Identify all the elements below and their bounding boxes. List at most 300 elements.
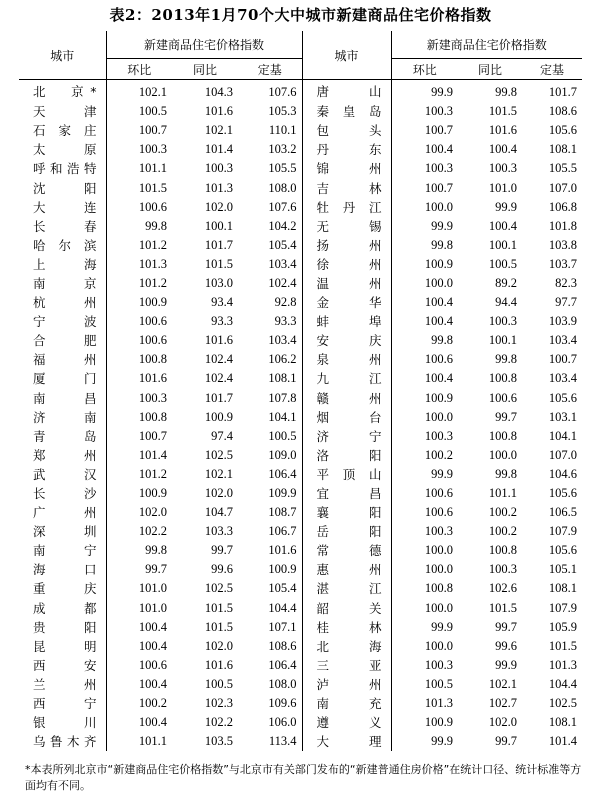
yoy-value-right: 94.4	[495, 295, 518, 310]
city-name-left: 昆明	[33, 638, 97, 654]
yoy-value-left: 102.2	[204, 715, 233, 730]
base-value-right: 101.7	[548, 85, 578, 100]
base-value-right: 108.1	[548, 715, 578, 730]
table-row	[19, 637, 582, 656]
mom-value-right: 100.2	[391, 446, 458, 465]
base-value-left: 108.6	[268, 638, 297, 653]
table-row	[19, 599, 582, 618]
city-name-left: 海口	[33, 562, 97, 578]
yoy-value-left: 101.6	[204, 104, 233, 119]
yoy-value-right: 99.7	[495, 734, 518, 749]
mom-value-right: 100.4	[391, 293, 458, 312]
yoy-value-right: 100.3	[488, 562, 518, 577]
mom-value-right: 100.6	[391, 350, 458, 369]
city-name-right: 吉林	[302, 178, 391, 197]
city-name-left: 呼和浩特	[33, 161, 97, 177]
city-name-right: 宜昌	[302, 484, 391, 503]
header-base-left: 定基	[238, 59, 302, 80]
mom-value-left: 102.2	[106, 522, 172, 541]
city-name-left: 广州	[33, 505, 97, 521]
mom-value-right: 100.0	[391, 541, 458, 560]
yoy-value-right: 102.1	[488, 676, 518, 691]
yoy-value-right: 100.2	[488, 505, 518, 520]
yoy-value-right: 99.8	[495, 352, 518, 367]
city-name-right: 秦皇岛	[302, 102, 391, 121]
mom-value-left: 101.2	[106, 465, 172, 484]
mom-value-right: 100.0	[391, 560, 458, 579]
mom-value-right: 100.6	[391, 484, 458, 503]
yoy-value-left: 103.0	[204, 275, 233, 290]
mom-value-left: 101.3	[106, 255, 172, 274]
yoy-value-left: 101.3	[204, 180, 233, 195]
header-group-right: 新建商品住宅价格指数	[391, 31, 582, 59]
city-name-right: 温州	[302, 274, 391, 293]
yoy-value-left: 103.5	[204, 734, 233, 749]
base-value-left: 113.4	[268, 734, 297, 749]
city-name-left: 成都	[33, 600, 97, 616]
yoy-value-left: 101.5	[204, 256, 233, 271]
mom-value-left: 100.7	[106, 427, 172, 446]
header-mom-right: 环比	[391, 59, 458, 80]
base-value-right: 82.3	[555, 275, 578, 290]
table-row	[19, 140, 582, 159]
base-value-right: 107.0	[548, 447, 578, 462]
base-value-left: 108.7	[268, 505, 297, 520]
base-value-right: 105.5	[548, 161, 578, 176]
base-value-left: 104.4	[268, 600, 297, 615]
city-name-right: 南充	[302, 694, 391, 713]
table-row	[19, 465, 582, 484]
base-value-right: 108.1	[548, 581, 578, 596]
header-group-left: 新建商品住宅价格指数	[106, 31, 302, 59]
city-name-left: 西宁	[33, 696, 97, 712]
table-row	[19, 618, 582, 637]
city-name-left: 长春	[33, 218, 97, 234]
mom-value-left: 100.9	[106, 293, 172, 312]
yoy-value-right: 99.7	[495, 409, 518, 424]
yoy-value-right: 99.7	[495, 619, 518, 634]
mom-value-right: 100.0	[391, 198, 458, 217]
table-row	[19, 503, 582, 522]
yoy-value-left: 101.7	[204, 237, 233, 252]
mom-value-left: 100.6	[106, 656, 172, 675]
table-row	[19, 369, 582, 388]
city-name-left: 乌鲁木齐	[33, 734, 97, 750]
table-row	[19, 312, 582, 331]
base-value-right: 105.9	[548, 619, 578, 634]
mom-value-left: 100.3	[106, 389, 172, 408]
base-value-left: 100.5	[268, 428, 297, 443]
city-name-left: 福州	[33, 352, 97, 368]
mom-value-right: 100.9	[391, 255, 458, 274]
base-value-right: 103.7	[548, 256, 578, 271]
mom-value-right: 99.9	[391, 618, 458, 637]
base-value-right: 100.7	[548, 352, 578, 367]
yoy-value-left: 99.7	[211, 543, 233, 558]
city-name-left: 杭州	[33, 295, 97, 311]
base-value-right: 104.4	[548, 676, 578, 691]
table-row	[19, 236, 582, 255]
base-value-left: 107.8	[268, 390, 297, 405]
city-name-right: 洛阳	[302, 446, 391, 465]
header-yoy-right: 同比	[458, 59, 522, 80]
base-value-left: 108.1	[268, 371, 297, 386]
table-row	[19, 427, 582, 446]
table-title: 表2：2013年1月70个大中城市新建商品住宅价格指数	[109, 6, 492, 24]
city-name-left: 合肥	[33, 333, 97, 349]
base-value-left: 107.6	[268, 85, 297, 100]
base-value-left: 102.4	[268, 275, 297, 290]
table-row	[19, 541, 582, 560]
yoy-value-right: 102.6	[488, 581, 518, 596]
base-value-left: 106.2	[268, 352, 297, 367]
city-name-left: 哈尔滨	[33, 237, 97, 253]
base-value-right: 101.4	[548, 734, 578, 749]
yoy-value-right: 100.4	[488, 142, 518, 157]
mom-value-right: 100.9	[391, 713, 458, 732]
city-name-left: 郑州	[33, 447, 97, 463]
yoy-value-right: 101.0	[488, 180, 518, 195]
city-name-right: 三亚	[302, 656, 391, 675]
yoy-value-left: 101.7	[204, 390, 233, 405]
mom-value-left: 101.4	[106, 446, 172, 465]
city-name-left: 贵阳	[33, 619, 97, 635]
base-value-right: 101.8	[548, 218, 578, 233]
city-name-right: 桂林	[302, 618, 391, 637]
mom-value-right: 99.9	[391, 80, 458, 103]
table-row	[19, 408, 582, 427]
yoy-value-right: 89.2	[495, 275, 518, 290]
base-value-left: 106.4	[268, 657, 297, 672]
base-value-right: 103.8	[548, 237, 578, 252]
table-row	[19, 484, 582, 503]
yoy-value-right: 100.3	[488, 314, 518, 329]
mom-value-right: 100.3	[391, 102, 458, 121]
mom-value-left: 100.2	[106, 694, 172, 713]
city-name-right: 扬州	[302, 236, 391, 255]
city-name-left: 深圳	[33, 524, 97, 540]
base-value-right: 105.6	[548, 543, 578, 558]
mom-value-right: 100.0	[391, 274, 458, 293]
table-row	[19, 579, 582, 598]
mom-value-left: 101.5	[106, 178, 172, 197]
city-name-left: 重庆	[33, 581, 97, 597]
table-row	[19, 217, 582, 236]
table-row	[19, 178, 582, 197]
city-name-left: 上海	[33, 256, 97, 272]
table-row	[19, 389, 582, 408]
base-value-left: 107.1	[268, 619, 297, 634]
base-value-left: 108.0	[268, 676, 297, 691]
base-value-right: 104.1	[548, 428, 578, 443]
mom-value-right: 100.3	[391, 656, 458, 675]
city-name-left: 南京	[33, 275, 97, 291]
base-value-left: 104.2	[268, 218, 297, 233]
mom-value-left: 100.8	[106, 350, 172, 369]
yoy-value-left: 100.1	[204, 218, 233, 233]
base-value-right: 97.7	[555, 295, 578, 310]
city-name-right: 济宁	[302, 427, 391, 446]
city-name-right: 牡丹江	[302, 198, 391, 217]
yoy-value-left: 103.3	[204, 524, 233, 539]
yoy-value-right: 102.7	[488, 696, 518, 711]
yoy-value-right: 99.9	[495, 199, 518, 214]
header-city-right: 城市	[302, 31, 391, 80]
base-value-left: 106.0	[268, 715, 297, 730]
yoy-value-left: 101.5	[204, 600, 233, 615]
yoy-value-left: 100.5	[204, 676, 233, 691]
base-value-right: 107.9	[548, 524, 578, 539]
mom-value-right: 99.8	[391, 331, 458, 350]
city-name-right: 徐州	[302, 255, 391, 274]
city-name-right: 常德	[302, 541, 391, 560]
yoy-value-left: 102.4	[204, 352, 233, 367]
city-name-right: 蚌埠	[302, 312, 391, 331]
price-index-table	[19, 31, 582, 751]
table-row	[19, 331, 582, 350]
yoy-value-right: 100.5	[488, 256, 518, 271]
table-row	[19, 255, 582, 274]
yoy-value-right: 100.4	[488, 218, 518, 233]
base-value-left: 103.4	[268, 256, 297, 271]
mom-value-right: 99.9	[391, 217, 458, 236]
base-value-left: 108.0	[268, 180, 297, 195]
mom-value-right: 100.4	[391, 369, 458, 388]
base-value-left: 109.9	[268, 486, 297, 501]
mom-value-left: 100.6	[106, 312, 172, 331]
city-name-right: 泉州	[302, 350, 391, 369]
mom-value-right: 99.9	[391, 465, 458, 484]
yoy-value-right: 100.6	[488, 390, 518, 405]
yoy-value-left: 101.6	[204, 657, 233, 672]
city-name-left: 石家庄	[33, 123, 97, 139]
yoy-value-left: 104.3	[204, 85, 233, 100]
city-name-left: 天津	[33, 104, 97, 120]
city-name-left: 北 京*	[33, 83, 97, 99]
base-value-left: 110.1	[268, 123, 297, 138]
base-value-right: 102.5	[548, 696, 578, 711]
yoy-value-left: 100.3	[204, 161, 233, 176]
table-row	[19, 656, 582, 675]
city-name-right: 湛江	[302, 579, 391, 598]
city-name-left: 南宁	[33, 543, 97, 559]
yoy-value-right: 99.8	[495, 85, 518, 100]
city-name-left: 长沙	[33, 486, 97, 502]
mom-value-left: 101.1	[106, 732, 172, 751]
yoy-value-right: 99.9	[495, 657, 518, 672]
base-value-right: 103.4	[548, 371, 578, 386]
mom-value-right: 99.9	[391, 732, 458, 751]
yoy-value-left: 104.7	[204, 505, 233, 520]
mom-value-left: 100.4	[106, 713, 172, 732]
table-row	[19, 198, 582, 217]
city-name-right: 韶关	[302, 599, 391, 618]
base-value-left: 103.4	[268, 333, 297, 348]
mom-value-left: 100.7	[106, 121, 172, 140]
yoy-value-right: 99.6	[495, 638, 518, 653]
base-value-left: 105.4	[268, 581, 297, 596]
base-value-left: 106.4	[268, 466, 297, 481]
table-row	[19, 274, 582, 293]
base-value-left: 105.3	[268, 104, 297, 119]
base-value-right: 103.4	[548, 333, 578, 348]
city-name-right: 金华	[302, 293, 391, 312]
table-row	[19, 80, 582, 103]
base-value-left: 92.8	[274, 295, 297, 310]
mom-value-right: 100.6	[391, 503, 458, 522]
city-name-left: 宁波	[33, 314, 97, 330]
yoy-value-left: 102.0	[204, 199, 233, 214]
table-row	[19, 522, 582, 541]
city-name-right: 无锡	[302, 217, 391, 236]
base-value-right: 105.1	[548, 562, 578, 577]
table-row	[19, 102, 582, 121]
city-name-right: 襄阳	[302, 503, 391, 522]
mom-value-right: 100.4	[391, 312, 458, 331]
yoy-value-right: 100.2	[488, 524, 518, 539]
base-value-left: 105.4	[268, 237, 297, 252]
mom-value-left: 101.2	[106, 274, 172, 293]
city-name-left: 大连	[33, 199, 97, 215]
base-value-right: 105.6	[548, 486, 578, 501]
city-name-left: 武汉	[33, 466, 97, 482]
city-name-left: 济南	[33, 409, 97, 425]
mom-value-right: 100.7	[391, 121, 458, 140]
city-name-left: 沈阳	[33, 180, 97, 196]
table-row	[19, 560, 582, 579]
base-value-left: 109.0	[268, 447, 297, 462]
yoy-value-left: 102.5	[204, 581, 233, 596]
city-name-right: 烟台	[302, 408, 391, 427]
base-value-right: 105.6	[548, 390, 578, 405]
city-name-left: 兰州	[33, 676, 97, 692]
yoy-value-right: 101.5	[488, 600, 518, 615]
yoy-value-left: 101.6	[204, 333, 233, 348]
city-name-right: 泸州	[302, 675, 391, 694]
city-name-right: 遵义	[302, 713, 391, 732]
mom-value-right: 100.0	[391, 637, 458, 656]
mom-value-left: 100.5	[106, 102, 172, 121]
yoy-value-right: 102.0	[488, 715, 518, 730]
mom-value-left: 100.4	[106, 637, 172, 656]
base-value-left: 104.1	[268, 409, 297, 424]
mom-value-left: 100.8	[106, 408, 172, 427]
table-row	[19, 713, 582, 732]
base-value-right: 107.9	[548, 600, 578, 615]
base-value-right: 101.3	[548, 657, 578, 672]
base-value-left: 107.6	[268, 199, 297, 214]
mom-value-right: 100.0	[391, 408, 458, 427]
base-value-right: 105.6	[548, 123, 578, 138]
base-value-right: 103.1	[548, 409, 578, 424]
base-value-left: 105.5	[268, 161, 297, 176]
base-value-left: 93.3	[274, 314, 297, 329]
mom-value-right: 100.3	[391, 159, 458, 178]
city-name-right: 安庆	[302, 331, 391, 350]
city-name-left: 银川	[33, 715, 97, 731]
base-value-left: 106.7	[268, 524, 297, 539]
base-value-right: 104.6	[548, 466, 578, 481]
yoy-value-left: 102.0	[204, 486, 233, 501]
header-city-left: 城市	[19, 31, 106, 80]
mom-value-right: 101.3	[391, 694, 458, 713]
mom-value-left: 102.0	[106, 503, 172, 522]
table-body	[19, 80, 582, 752]
city-name-right: 丹东	[302, 140, 391, 159]
yoy-value-right: 101.1	[488, 486, 518, 501]
base-value-right: 108.1	[548, 142, 578, 157]
mom-value-right: 100.3	[391, 427, 458, 446]
yoy-value-right: 101.6	[488, 123, 518, 138]
mom-value-left: 101.0	[106, 579, 172, 598]
table-row	[19, 121, 582, 140]
base-value-left: 109.6	[268, 696, 297, 711]
mom-value-right: 100.3	[391, 522, 458, 541]
yoy-value-left: 102.1	[204, 466, 233, 481]
mom-value-right: 100.5	[391, 675, 458, 694]
table-row	[19, 350, 582, 369]
header-base-right: 定基	[522, 59, 582, 80]
header-mom-left: 环比	[106, 59, 172, 80]
base-value-left: 100.9	[268, 562, 297, 577]
yoy-value-left: 102.3	[204, 696, 233, 711]
mom-value-right: 100.4	[391, 140, 458, 159]
mom-value-right: 100.0	[391, 599, 458, 618]
mom-value-left: 100.4	[106, 618, 172, 637]
table-row	[19, 446, 582, 465]
yoy-value-left: 100.9	[204, 409, 233, 424]
base-value-right: 106.5	[548, 505, 578, 520]
mom-value-left: 101.0	[106, 599, 172, 618]
yoy-value-left: 102.1	[204, 123, 233, 138]
table-row	[19, 675, 582, 694]
mom-value-left: 100.4	[106, 675, 172, 694]
table-row	[19, 694, 582, 713]
yoy-value-left: 102.4	[204, 371, 233, 386]
city-name-right: 锦州	[302, 159, 391, 178]
base-value-right: 103.9	[548, 314, 578, 329]
base-value-left: 101.6	[268, 543, 297, 558]
yoy-value-right: 100.1	[488, 333, 518, 348]
yoy-value-left: 101.5	[204, 619, 233, 634]
city-name-right: 岳阳	[302, 522, 391, 541]
yoy-value-right: 100.8	[488, 428, 518, 443]
mom-value-left: 101.1	[106, 159, 172, 178]
yoy-value-left: 99.6	[211, 562, 233, 577]
city-name-left: 南昌	[33, 390, 97, 406]
city-name-left: 厦门	[33, 371, 97, 387]
yoy-value-left: 102.0	[204, 638, 233, 653]
mom-value-left: 100.3	[106, 140, 172, 159]
mom-value-left: 102.1	[106, 80, 172, 103]
base-value-left: 103.2	[268, 142, 297, 157]
yoy-value-left: 101.4	[204, 142, 233, 157]
footnote: *本表所列北京市“新建商品住宅价格指数”与北京市有关部门发布的“新建普通住房价格”在统计口径、统计标准等方面均有不同。	[25, 763, 582, 792]
yoy-value-right: 100.8	[488, 543, 518, 558]
mom-value-left: 100.6	[106, 198, 172, 217]
yoy-value-left: 93.4	[211, 295, 233, 310]
mom-value-right: 100.7	[391, 178, 458, 197]
city-name-right: 平顶山	[302, 465, 391, 484]
yoy-value-left: 102.5	[204, 447, 233, 462]
mom-value-left: 99.8	[106, 217, 172, 236]
yoy-value-right: 100.3	[488, 161, 518, 176]
yoy-value-right: 99.8	[495, 466, 518, 481]
table-row	[19, 732, 582, 751]
mom-value-left: 101.2	[106, 236, 172, 255]
city-name-right: 大理	[302, 732, 391, 751]
yoy-value-left: 93.3	[211, 314, 233, 329]
